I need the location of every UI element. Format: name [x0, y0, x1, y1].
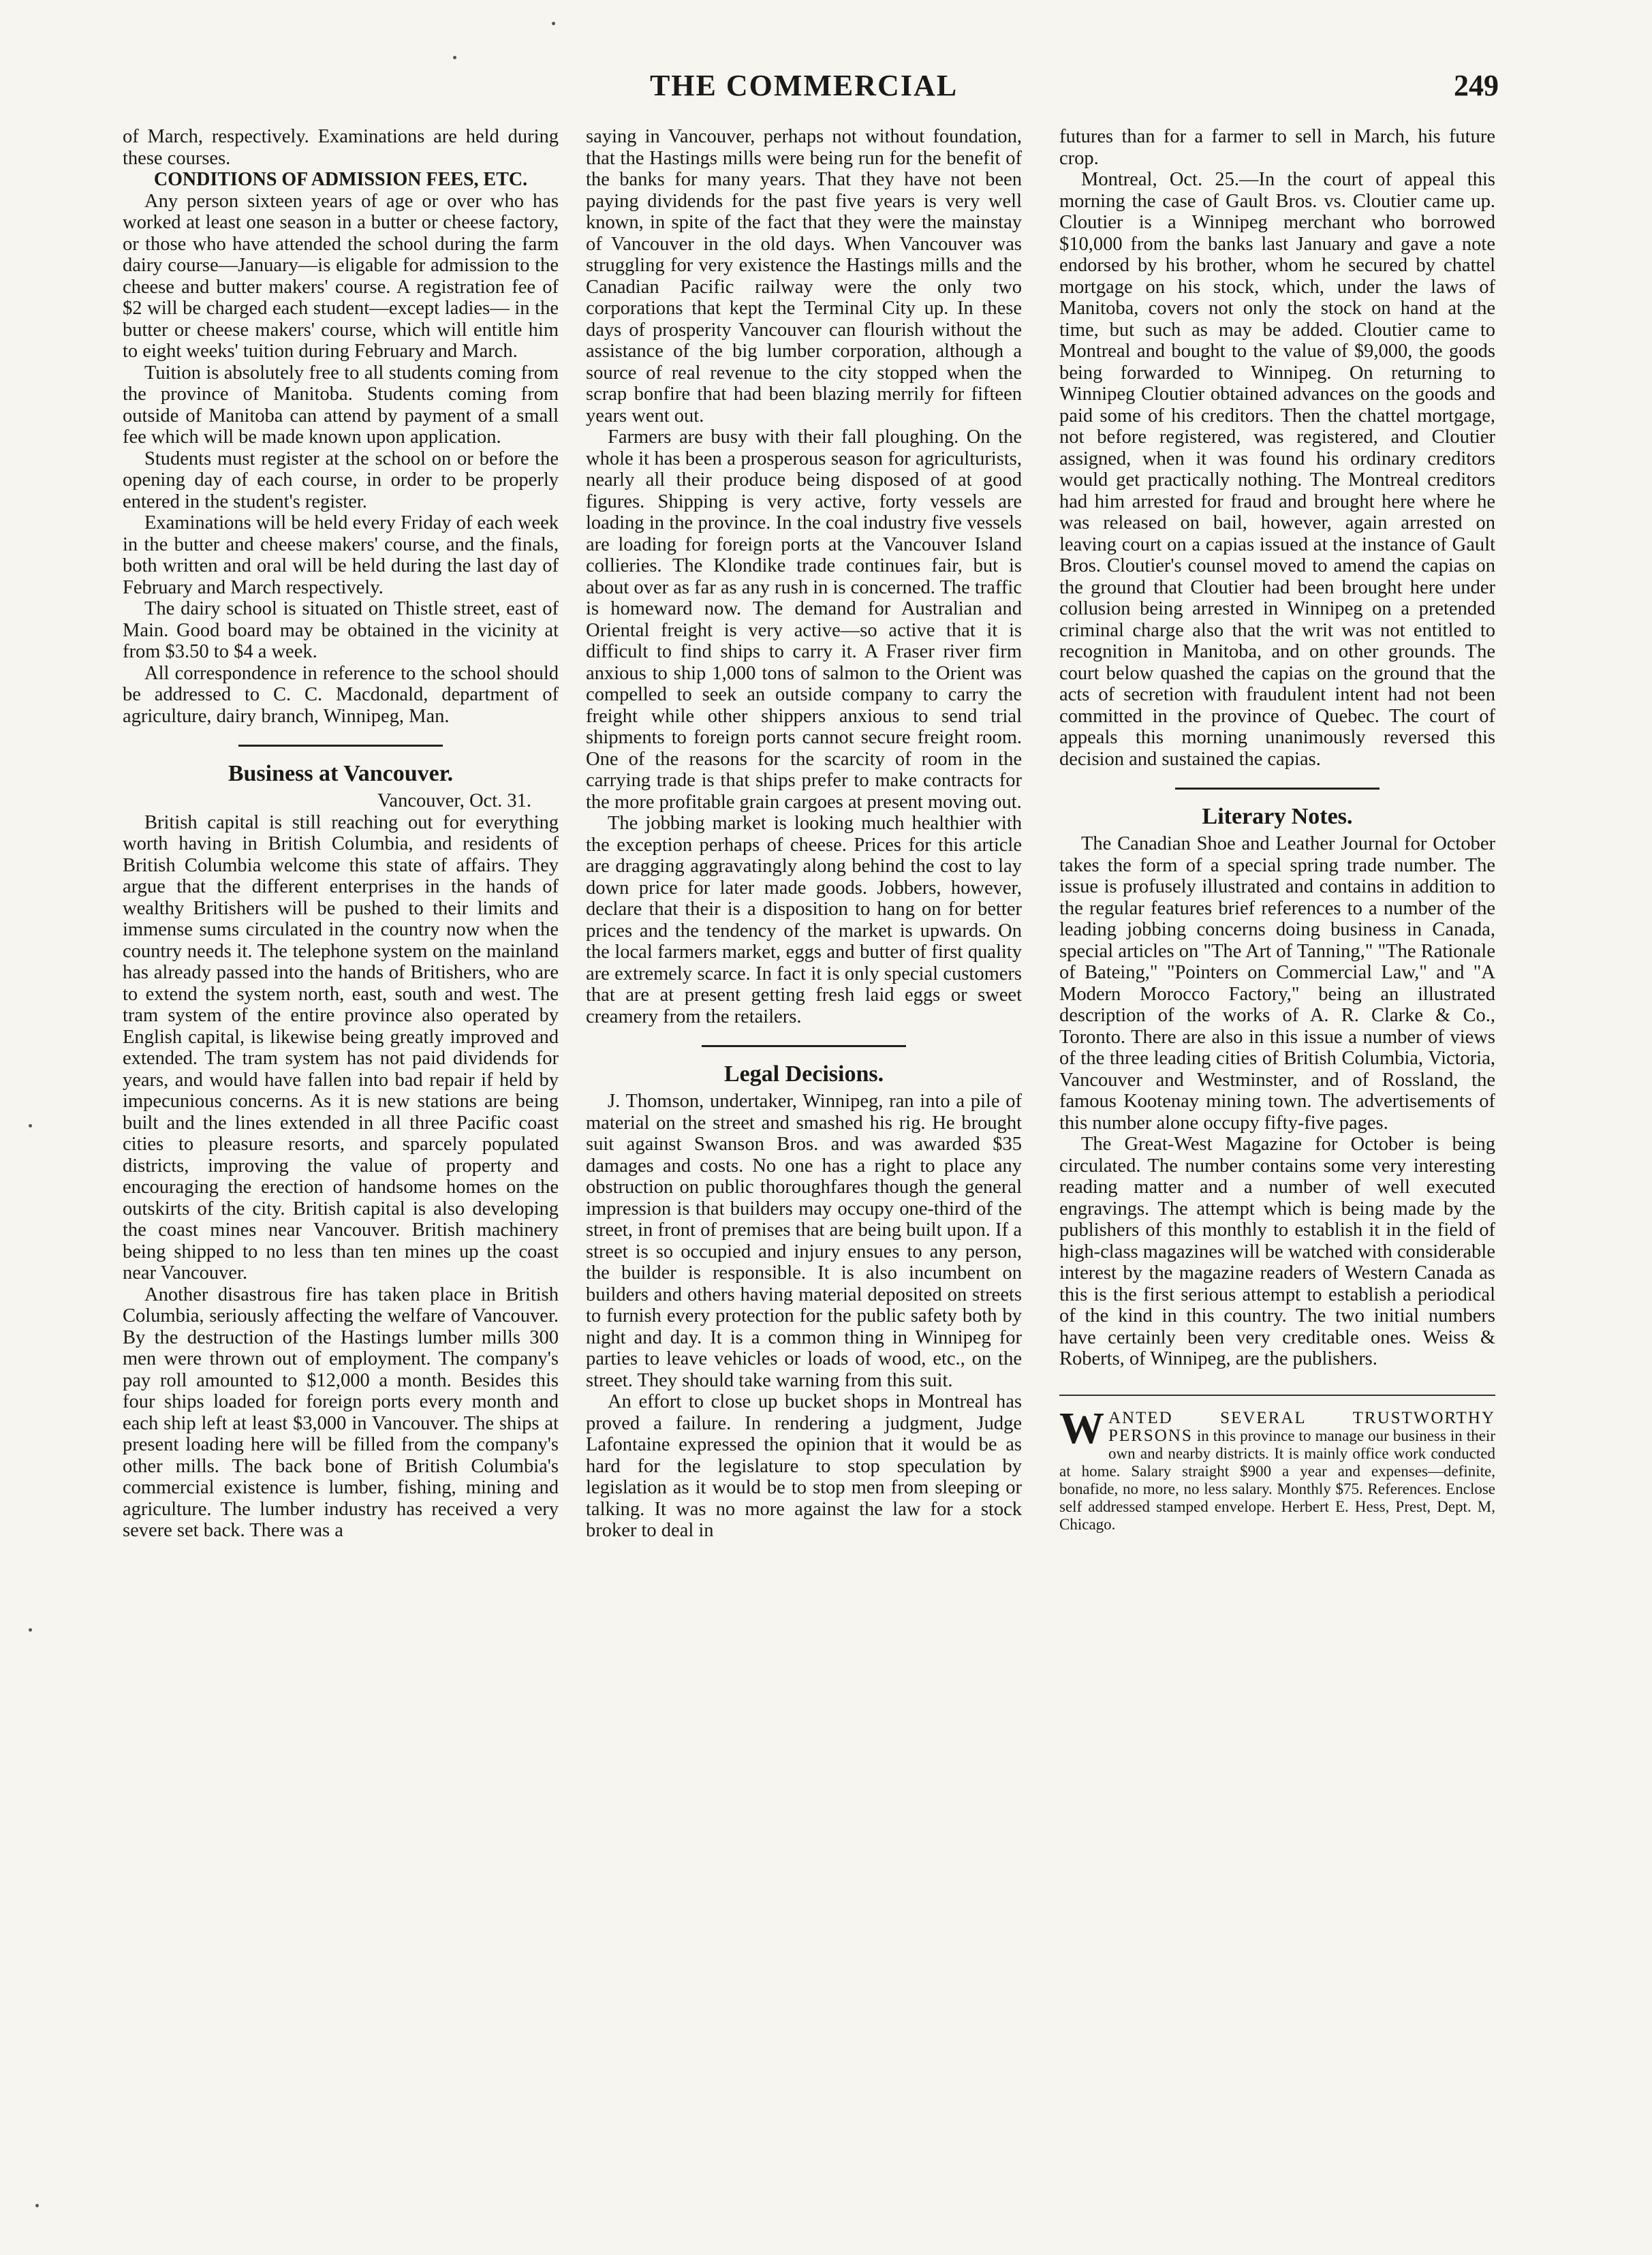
margin-dot: [29, 1628, 32, 1632]
column-2: [586, 126, 1022, 2224]
paragraph: An effort to close up bucket shops in Montreal has proved a failure. In rendering a judgment, Judge Lafontaine expressed the opinion that it would be as hard for the legislature to stop speculation by legislation as it would be to stop men from sleeping or talking. It was no more against the law for a stock broker to deal in: [586, 1391, 1022, 1541]
column-3: [1059, 126, 1495, 2224]
paragraph: Farmers are busy with their fall ploughing. On the whole it has been a prosperous season for agriculturists, nearly all their produce being disposed of at good figures. Shipping is very active, forty vessels are loading in the province. In the coal industry five vessels are loading for foreign ports at the Vancouver Island collieries. The Klondike trade continues fair, but is about over as far as any rush in is concerned. The traffic is homeward now. The demand for Australian and Oriental freight is very active—so active that it is difficult to find ships to carry it. A Fraser river firm anxious to ship 1,000 tons of salmon to the Orient was compelled to seek an outside company to carry the freight while other shippers anxious to send trial shipments to foreign ports cannot secure freight room. One of the reasons for the scarcity of room in the carrying trade is that ships prefer to make contracts for the more profitable grain cargoes at present moving out.: [586, 426, 1022, 813]
paragraph: Any person sixteen years of age or over who has worked at least one season in a butter or cheese factory, or those who have attended the school during the farm dairy course—January—is eligable for admission to the cheese and butter makers' course. A registration fee of $2 will be charged each student—except ladies— in the butter or cheese makers' course, which will entitle him to eight weeks' tuition during February and March.: [123, 190, 559, 362]
paragraph: Examinations will be held every Friday of each week in the butter and cheese makers' course, and the finals, both written and oral will be held during the last day of February and March respectively.: [123, 512, 559, 598]
paragraph: The Great-West Magazine for October is being circulated. The number contains some very interesting reading matter and a number of well executed engravings. The attempt which is being made by the publishers of this monthly to establish it in the field of high-class magazines will be watched with considerable interest by the magazine readers of Western Canada as this is the first serious attempt to establish a periodical of the kind in this country. The two initial numbers have certainly been very creditable ones. Weiss & Roberts, of Winnipeg, are the publishers.: [1059, 1134, 1495, 1369]
paragraph: of March, respectively. Examinations are held during these courses.: [123, 126, 559, 169]
paragraph: British capital is still reaching out for everything worth having in British Columbia, and residents of British Columbia welcome this state of affairs. They argue that the different enterprises in the hands of wealthy Britishers will be pushed to their limits and immense sums circulated in the country now when the country needs it. The telephone system on the mainland has already passed into the hands of Britishers, who are to extend the system north, east, south and west. The tram system of the entire province also operated by English capital, is likewise being greatly improved and extended. The tram system has not paid dividends for years, and would have fallen into bad repair if held by impecunious concerns. As it is new stations are being built and the lines extended in all three Pacific coast cities to pleasure resorts, and sparcely populated districts, improving the value of property and encouraging the erection of handsome homes on the outskirts of the city. British capital is also developing the coast mines near Vancouver. British machinery being shipped to no less than ten mines up the coast near Vancouver.: [123, 811, 559, 1284]
paragraph: Another disastrous fire has taken place in British Columbia, seriously affecting the welfare of Vancouver. By the destruction of the Hastings lumber mills 300 men were thrown out of employment. The company's pay roll amounted to $12,000 a month. Besides this four ships loaded for foreign ports every month and each ship left at least $3,000 in Vancouver. The ships at present loading here will be filled from the company's other mills. The back bone of British Columbia's commercial existence is lumber, fishing, mining and agriculture. The lumber industry has received a very severe set back. There was a: [123, 1284, 559, 1541]
publication-title: THE COMMERCIAL: [649, 69, 959, 102]
section-subheading: CONDITIONS OF ADMISSION FEES, ETC.: [153, 169, 528, 190]
column-1: [123, 126, 559, 2224]
paragraph: The jobbing market is looking much healthier with the exception perhaps of cheese. Prices for this article are dragging aggravatingly along behind the cost to lay down price for later made goods. Jobbers, however, declare that their is a disposition to hang on for better prices and the tendency of the market is upwards. On the local farmers market, eggs and butter of first quality are extremely scarce. In fact it is only special customers that are at present getting fresh laid eggs or sweet creamery from the retailers.: [586, 813, 1022, 1027]
ad-caps-lead: ANTED SEVERAL TRUSTWORTHY PERSONS: [1108, 1408, 1495, 1445]
paragraph: saying in Vancouver, perhaps not without foundation, that the Hastings mills were being run for the benefit of the banks for many years. That they have not been paying dividends for the past five years is very well known, in spite of the fact that they were the mainstay of Vancouver in the old days. When Vancouver was struggling for very existence the Hastings mills and the Canadian Pacific railway were the only two corporations that kept the Terminal City up. In these days of prosperity Vancouver can flourish without the assistance of the big lumber corporation, although a source of real revenue to the city stopped when the scrap bonfire that had been blazing merrily for fifteen years went out.: [586, 126, 1022, 426]
paragraph: The dairy school is situated on Thistle street, east of Main. Good board may be obtained in the vicinity at from $3.50 to $4 a week.: [123, 598, 559, 662]
paragraph: Montreal, Oct. 25.—In the court of appeal this morning the case of Gault Bros. vs. Cloutier came up. Cloutier is a Winnipeg merchant who borrowed $10,000 from the banks last January and gave a note endorsed by his brother, whom he secured by chattel mortgage on his stock, which, under the laws of Manitoba, covers not only the stock on hand at the time, but such as may be added. Cloutier came to Montreal and bought to the value of $9,000, the goods being forwarded to Winnipeg. On returning to Winnipeg Cloutier obtained advances on the goods and paid some of his creditors. Then the chattel mortgage, not before registered, was registered, and Cloutier assigned, when it was found his ordinary creditors would get practically nothing. The Montreal creditors had him arrested for fraud and brought here where he was released on bail, however, again arrested on leaving court on a capias issued at the instance of Gault Bros. Cloutier's counsel moved to amend the capias on the ground that Cloutier had been brought here under collusion being arrested in Winnipeg on a pretended criminal charge also that the writ was not entitled to recognition in Manitoba, and on other grounds. The court below quashed the capias on the ground that the acts of secretion with fraudulent intent had not been committed in the province of Quebec. The court of appeals this morning unanimously reversed this decision and sustained the capias.: [1059, 169, 1495, 770]
page-number: 249: [1454, 69, 1499, 102]
margin-dot: [453, 56, 456, 59]
margin-dot: [29, 1124, 32, 1128]
section-divider: [1175, 788, 1380, 790]
margin-dot: [552, 22, 555, 25]
article-heading: Legal Decisions.: [723, 1061, 884, 1087]
section-divider: [702, 1045, 906, 1047]
paragraph: J. Thomson, undertaker, Winnipeg, ran into a pile of material on the street and smashed his rig. He brought suit against Swanson Bros. and was awarded $35 damages and costs. No one has a right to place any obstruction on public thoroughfares though the general impression is that builders may occupy one-third of the street, in front of premises that are being built upon. If a street is so occupied and injury ensues to any person, the builder is responsible. It is also incumbent on builders and others having material deposited on streets to furnish every protection for the public safety both by night and day. It is a common thing in Winnipeg for parties to leave vehicles or loads of wood, etc., on the street. They should take warning from this suit.: [586, 1091, 1022, 1391]
paragraph: All correspondence in reference to the school should be addressed to C. C. Macdonald, department of agriculture, dairy branch, Winnipeg, Man.: [123, 662, 559, 727]
page-header: [109, 68, 1499, 109]
article-heading: Business at Vancouver.: [228, 761, 454, 786]
paragraph: Tuition is absolutely free to all students coming from the province of Manitoba. Students coming from outside of Manitoba can attend by payment of a small fee which will be made known upon application.: [123, 362, 559, 448]
margin-dot: [35, 2204, 39, 2207]
paragraph: The Canadian Shoe and Leather Journal for October takes the form of a special spring trade number. The issue is profusely illustrated and contains in addition to the regular features brief references to a number of the leading jobbing concerns doing business in Canada, special articles on "The Art of Tanning," "The Rationale of Bateing," "Pointers on Commercial Law," and "A Modern Morocco Factory," being an illustrated description of the works of A. R. Clarke & Co., Toronto. There are also in this issue a number of views of the three leading cities of British Columbia, Victoria, Vancouver and Westminster, and of Rossland, the famous Kootenay mining town. The advertisements of this number alone occupy fifty-five pages.: [1059, 833, 1495, 1134]
paragraph: futures than for a farmer to sell in March, his future crop.: [1059, 126, 1495, 169]
paragraph: Students must register at the school on or before the opening day of each course, in order to be properly entered in the student's register.: [123, 448, 559, 512]
classified-advertisement: [1059, 1395, 1495, 1534]
ad-body: in this province to manage our business in their own and nearby districts. It is mainly office work conducted at home. Salary straight $900 a year and expenses—definite, bonafide, no more, no less salary. Monthly $75. References. Enclose self addressed stamped envelope. Herbert E. Hess, Prest, Dept. M, Chicago.: [1059, 1427, 1495, 1533]
article-heading: Literary Notes.: [1202, 804, 1353, 829]
ad-drop-cap: W: [1059, 1403, 1104, 1453]
dateline: Vancouver, Oct. 31.: [377, 790, 531, 811]
section-divider: [238, 745, 443, 747]
